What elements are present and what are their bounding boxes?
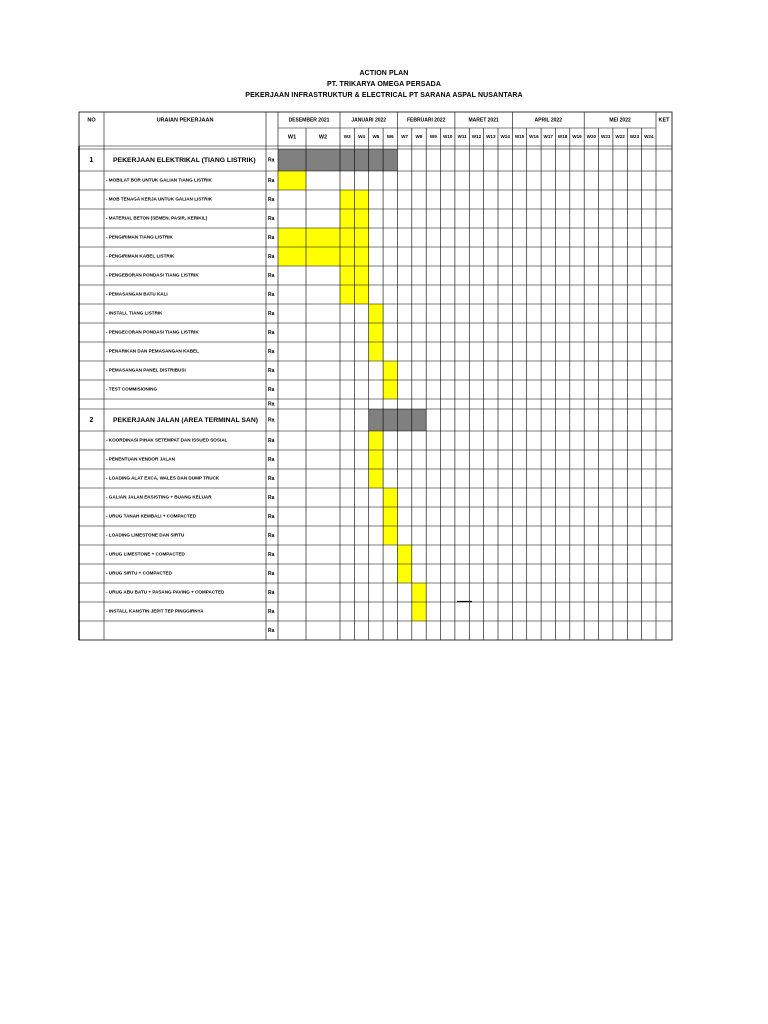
- col-no-header: NO: [87, 117, 96, 124]
- month-header: JANUARI 2022: [351, 117, 387, 124]
- task-bar: [412, 583, 426, 602]
- task-label: - INSTALL KANSTIN JEPIT TEP PINGGIRNYA: [106, 608, 204, 614]
- plan-marker: Ra: [268, 177, 275, 184]
- plan-marker: Ra: [268, 608, 275, 615]
- plan-marker: Ra: [268, 532, 275, 539]
- task-label: - LOADING LIMESTONE DAN SIRTU: [106, 532, 185, 538]
- row-number: 1: [89, 156, 94, 164]
- task-label: - TEST COMMISIONING: [106, 386, 158, 392]
- plan-marker: Ra: [268, 253, 275, 260]
- week-header: W15: [514, 134, 525, 140]
- task-label: - INSTALL TIANG LISTRIK: [106, 310, 163, 316]
- section-title: PEKERJAAN ELEKTRIKAL (TIANG LISTRIK): [113, 156, 256, 164]
- task-label: - MATERIAL BETON (SEMEN, PASIR, KERIKIL): [106, 215, 208, 221]
- task-label: - MOBILAT BOR UNTUK GALIAN TIANG LISTRIK: [106, 177, 212, 183]
- task-label: - URUG TANAH KEMBALI + COMPACTED: [106, 513, 197, 519]
- task-label: - PENARIKAN DAN PEMASANGAN KABEL: [106, 348, 199, 354]
- week-header: W14: [500, 134, 510, 140]
- table-frame: [79, 112, 672, 640]
- plan-marker: Ra: [268, 417, 275, 424]
- task-bar: [369, 469, 383, 488]
- week-header: W23: [629, 134, 640, 140]
- task-label: - GALIAN JALAN EKSISTING + BUANG KELUAR: [106, 494, 212, 500]
- task-bar: [369, 431, 383, 450]
- plan-marker: Ra: [268, 234, 275, 241]
- task-label: - PENGIRIMAN TIANG LISTRIK: [106, 234, 173, 240]
- plan-marker: Ra: [268, 348, 275, 355]
- plan-marker: Ra: [268, 456, 275, 463]
- project-name: PEKERJAAN INFRASTRUKTUR & ELECTRICAL PT SARANA ASPAL NUSANTARA: [245, 92, 523, 99]
- task-label: - URUG SIRTU + COMPACTED: [106, 570, 172, 576]
- week-header: W11: [457, 134, 467, 140]
- plan-marker: Ra: [268, 475, 275, 482]
- week-header: W20: [586, 134, 597, 140]
- week-header: W6: [386, 134, 394, 140]
- task-bar: [278, 228, 369, 247]
- month-header: MARET 2021: [468, 117, 499, 124]
- task-bar: [383, 361, 397, 380]
- week-header: W18: [557, 134, 568, 140]
- plan-marker: Ra: [268, 513, 275, 520]
- week-header: W21: [601, 134, 611, 140]
- week-header: W16: [529, 134, 539, 140]
- plan-marker: Ra: [268, 494, 275, 501]
- month-header: DESEMBER 2021: [288, 117, 330, 124]
- month-header: APRIL 2022: [534, 117, 562, 124]
- section-bar: [278, 149, 397, 171]
- week-header: W7: [401, 134, 409, 140]
- doc-title: ACTION PLAN: [359, 70, 409, 77]
- plan-marker: Ra: [268, 196, 275, 203]
- col-ket-header: KET: [658, 117, 670, 124]
- task-bar: [397, 564, 411, 583]
- plan-marker: Ra: [268, 215, 275, 222]
- plan-marker: Ra: [268, 386, 275, 393]
- week-header: W17: [543, 134, 553, 140]
- task-bar: [278, 247, 369, 266]
- plan-marker: Ra: [268, 570, 275, 577]
- task-label: - KOORDINASI PIHAK SETEMPAT DAN ISSUED SOSIAL: [106, 437, 228, 443]
- task-bar: [369, 304, 383, 323]
- company-name: PT. TRIKARYA OMEGA PERSADA: [327, 81, 441, 88]
- task-label: - LOADING ALAT EXCA, WALES DAN DUMP TRUCK: [106, 475, 220, 481]
- week-header: W5: [372, 134, 380, 140]
- plan-marker: Ra: [268, 329, 275, 336]
- week-header: W22: [615, 134, 625, 140]
- plan-marker: Ra: [268, 272, 275, 279]
- col-uraian-header: URAIAN PEKERJAAN: [156, 117, 214, 124]
- plan-marker: Ra: [268, 401, 275, 408]
- task-label: - PENGECORAN PONDASI TIANG LISTRIK: [106, 329, 199, 335]
- plan-marker: Ra: [268, 291, 275, 298]
- plan-marker: Ra: [268, 627, 275, 634]
- month-header: FEBRUARI 2022: [407, 117, 446, 124]
- week-header: W10: [443, 134, 453, 140]
- plan-marker: Ra: [268, 310, 275, 317]
- week-header: W19: [572, 134, 582, 140]
- task-bar: [383, 380, 397, 399]
- task-bar: [383, 507, 397, 526]
- task-label: - MOB TENAGA KERJA UNTUK GALIAN LISTRIK: [106, 196, 213, 202]
- week-header: W3: [343, 134, 351, 140]
- task-label: - PENENTUAN VENDOR JALAN: [106, 456, 175, 462]
- task-bar: [383, 488, 397, 507]
- task-bar: [369, 450, 383, 469]
- week-header: W4: [358, 134, 365, 140]
- task-label: - URUG ABU BATU + PASANG PAVING + COMPACTED: [106, 589, 225, 595]
- plan-marker: Ra: [268, 589, 275, 596]
- plan-marker: Ra: [268, 367, 275, 374]
- row-number: 2: [89, 416, 94, 424]
- section-title: PEKERJAAN JALAN (AREA TERMINAL SAN): [113, 416, 259, 424]
- plan-marker: Ra: [268, 437, 275, 444]
- week-header: W8: [415, 134, 423, 140]
- task-bar: [278, 171, 306, 190]
- week-header: W9: [429, 134, 437, 140]
- task-label: - PEMASANGAN BATU KALI: [106, 291, 168, 297]
- plan-marker: Ra: [268, 157, 275, 164]
- task-label: - PENGIRIMAN KABEL LISTRIK: [106, 253, 175, 259]
- task-label: - URUG LIMESTONE + COMPACTED: [106, 551, 185, 557]
- week-header: W12: [471, 134, 482, 140]
- week-header: W2: [318, 134, 328, 141]
- task-label: - PENGEBORAN PONDASI TIANG LISTRIK: [106, 272, 199, 278]
- task-bar: [369, 323, 383, 342]
- task-bar: [412, 602, 426, 621]
- plan-marker: Ra: [268, 551, 275, 558]
- task-bar: [369, 342, 383, 361]
- task-bar: [383, 526, 397, 545]
- week-header: W24: [644, 134, 654, 140]
- task-label: - PEMASANGAN PANEL DISTRIBUSI: [106, 367, 186, 373]
- month-header: MEI 2022: [609, 117, 631, 124]
- task-bar: [397, 545, 411, 564]
- week-header: W1: [287, 134, 297, 141]
- week-header: W13: [486, 134, 496, 140]
